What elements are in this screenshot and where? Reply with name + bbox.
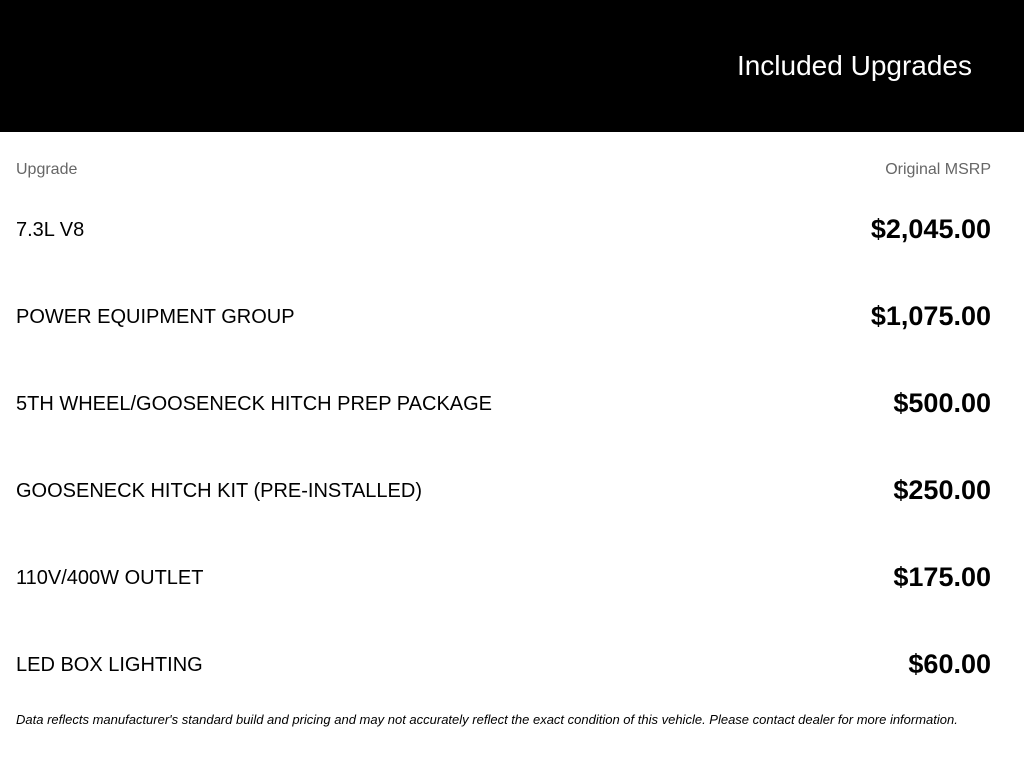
upgrades-list — [0, 200, 1024, 722]
upgrade-price: $1,075.00 — [870, 301, 991, 331]
list-item — [0, 374, 1024, 461]
page-title: Included Upgrades — [736, 50, 972, 81]
disclaimer-text: Data reflects manufacturer's standard build and pricing and may not accurately reflect the exact condition of this vehicle. Please contact dealer for more information. — [16, 712, 958, 727]
list-item — [0, 635, 1024, 722]
list-item — [0, 200, 1024, 287]
upgrade-name: 7.3L V8 — [16, 219, 85, 241]
header-bar — [0, 0, 1024, 132]
upgrade-price: $175.00 — [893, 562, 991, 592]
upgrade-price: $250.00 — [893, 475, 991, 505]
list-item — [0, 548, 1024, 635]
upgrade-price: $60.00 — [908, 649, 991, 679]
column-header-msrp: Original MSRP — [885, 161, 991, 178]
upgrade-name: POWER EQUIPMENT GROUP — [16, 306, 295, 328]
list-item — [0, 461, 1024, 548]
column-header-upgrade: Upgrade — [16, 161, 78, 178]
list-item — [0, 287, 1024, 374]
upgrade-name: GOOSENECK HITCH KIT (PRE-INSTALLED) — [16, 480, 422, 502]
upgrade-price: $2,045.00 — [870, 214, 991, 244]
upgrade-price: $500.00 — [893, 388, 991, 418]
upgrade-name: 5TH WHEEL/GOOSENECK HITCH PREP PACKAGE — [16, 393, 493, 415]
upgrade-name: 110V/400W OUTLET — [16, 567, 204, 589]
upgrade-name: LED BOX LIGHTING — [16, 654, 203, 676]
